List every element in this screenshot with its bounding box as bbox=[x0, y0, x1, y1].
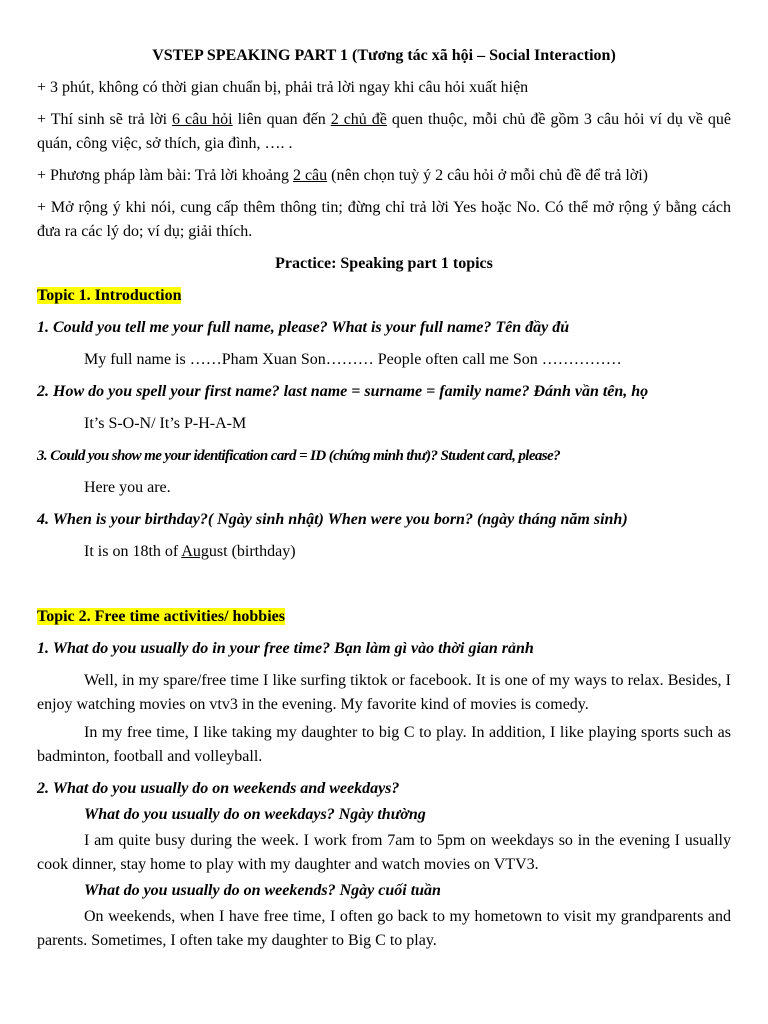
topic-2-answer-weekends: On weekends, when I have free time, I often go back to my hometown to visit my grandparents and parents. Sometimes, I often take my daughter to Big C to play. bbox=[37, 908, 731, 949]
practice-heading: Practice: Speaking part 1 topics bbox=[275, 255, 493, 272]
intro-line-2: + Thí sinh sẽ trả lời 6 câu hỏi liên quan đến 2 chủ đề quen thuộc, mỗi chủ đề gồm 3 câu hỏi ví dụ về quê quán, công việc, sở thích, gia đình, …. . bbox=[37, 111, 732, 152]
topic-1-answer-3: Here you are. bbox=[84, 479, 171, 496]
topic-2-answer-weekdays: I am quite busy during the week. I work from 7am to 5pm on weekdays so in the evening I usually cook dinner, stay home to play with my daughter and watch movies on VTV3. bbox=[37, 832, 731, 873]
topic-2-question-1: 1. What do you usually do in your free time? Bạn làm gì vào thời gian rảnh bbox=[37, 640, 534, 657]
topic-2-answer-paragraph-1: Well, in my spare/free time I like surfing tiktok or facebook. It is one of my ways to relax. Besides, I enjoy watching movies on vtv3 in the evening. My favorite kind of movies is comedy. bbox=[37, 672, 731, 713]
topic-2-answer-paragraph-2: In my free time, I like taking my daughter to big C to play. In addition, I like playing sports such as badminton, football and volleyball. bbox=[37, 724, 731, 765]
topic-2-question-2: 2. What do you usually do on weekends and weekdays? bbox=[37, 780, 400, 797]
topic-2-subquestion-weekends: What do you usually do on weekends? Ngày cuối tuần bbox=[84, 882, 441, 899]
topic-1-question-1: 1. Could you tell me your full name, please? What is your full name? Tên đầy đủ bbox=[37, 319, 570, 336]
topic-1-answer-1: My full name is ……Pham Xuan Son……… People often call me Son …………… bbox=[84, 351, 622, 368]
intro-line-3: + Phương pháp làm bài: Trả lời khoảng 2 câu (nên chọn tuỳ ý 2 câu hỏi ở mỗi chủ đề để trả lời) bbox=[37, 167, 648, 184]
section-spacer bbox=[37, 572, 731, 605]
topic-2-subquestion-weekdays: What do you usually do on weekdays? Ngày thường bbox=[84, 806, 426, 823]
intro-line-4: + Mở rộng ý khi nói, cung cấp thêm thông tin; đừng chỉ trả lời Yes hoặc No. Có thể mở rộng ý bằng cách đưa ra các lý do; ví dụ; giải thích. bbox=[37, 199, 731, 240]
topic-1-answer-2: It’s S-O-N/ It’s P-H-A-M bbox=[84, 415, 247, 432]
topic-1-heading: Topic 1. Introduction bbox=[37, 287, 182, 304]
topic-1-answer-4: It is on 18th of August (birthday) bbox=[84, 543, 296, 560]
topic-1-question-4: 4. When is your birthday?( Ngày sinh nhật) When were you born? (ngày tháng năm sinh) bbox=[37, 511, 628, 528]
document-title: VSTEP SPEAKING PART 1 (Tương tác xã hội – Social Interaction) bbox=[152, 47, 616, 64]
topic-2-heading: Topic 2. Free time activities/ hobbies bbox=[37, 608, 285, 625]
intro-line-1: + 3 phút, không có thời gian chuẩn bị, phải trả lời ngay khi câu hỏi xuất hiện bbox=[37, 79, 529, 96]
topic-1-question-2: 2. How do you spell your first name? last name = surname = family name? Đánh vần tên, họ bbox=[37, 383, 649, 400]
topic-1-question-3: 3. Could you show me your identification card = ID (chứng minh thư)? Student card, please? bbox=[37, 448, 560, 464]
